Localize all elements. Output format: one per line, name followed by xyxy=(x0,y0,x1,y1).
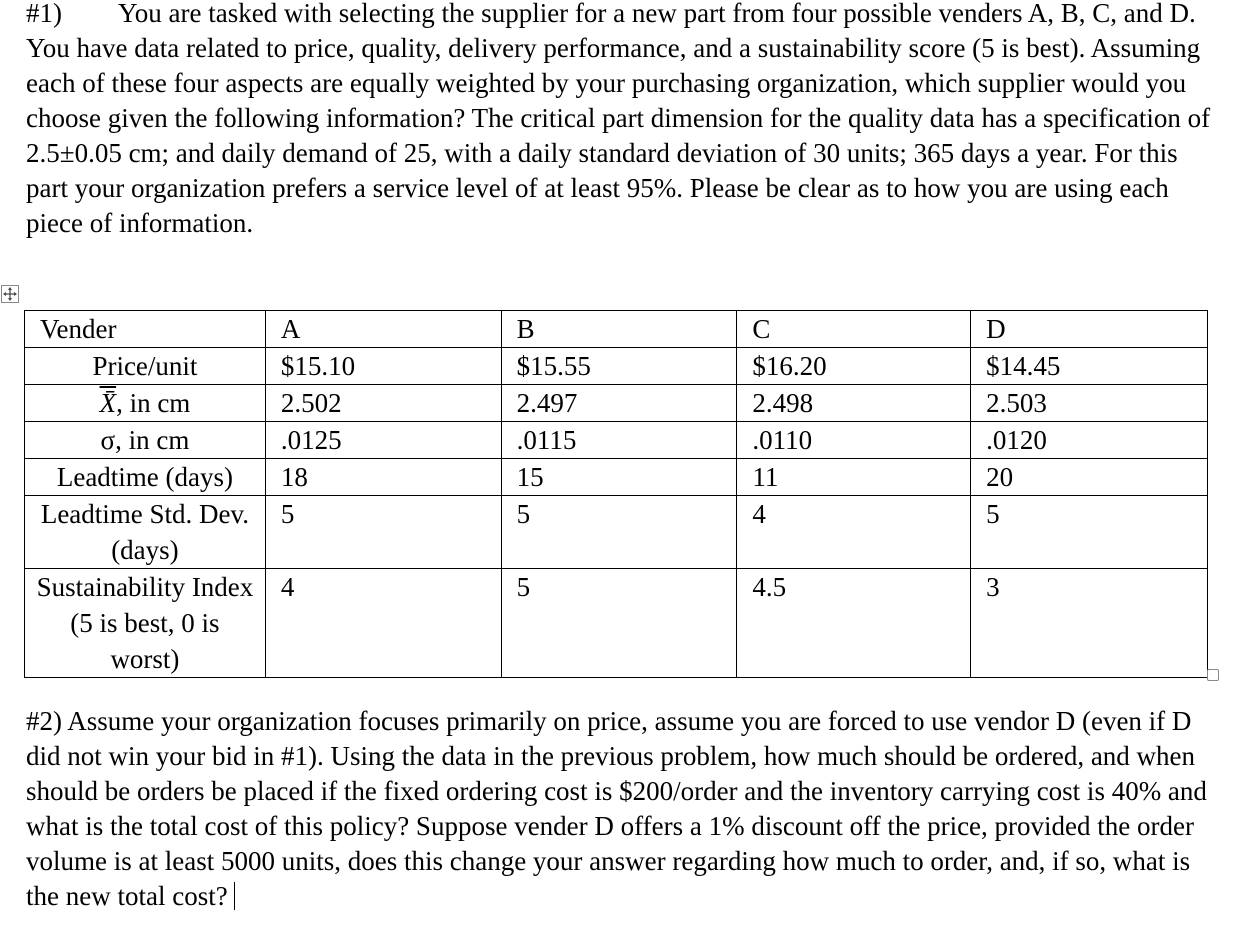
cell-leadtime-std-d: 5 xyxy=(971,496,1208,569)
cell-sigma-c: .0110 xyxy=(737,422,971,459)
cell-leadtime-b: 15 xyxy=(501,459,737,496)
cell-sustainability-a: 4 xyxy=(265,569,501,678)
row-label-sigma: σ, in cm xyxy=(25,422,266,459)
row-label-leadtime: Leadtime (days) xyxy=(25,459,266,496)
vendor-a-header: A xyxy=(265,311,501,348)
cell-leadtime-a: 18 xyxy=(265,459,501,496)
table-row-leadtime xyxy=(25,459,1208,496)
cell-leadtime-std-c: 4 xyxy=(737,496,971,569)
cell-leadtime-d: 20 xyxy=(971,459,1208,496)
move-icon xyxy=(2,286,18,302)
row-label-mean xyxy=(25,385,266,422)
table-header-row xyxy=(25,311,1208,348)
problem-1-paragraph xyxy=(26,0,1216,241)
vendor-c-header: C xyxy=(737,311,971,348)
problem-2-paragraph[interactable] xyxy=(26,704,1216,914)
table-row-leadtime-std xyxy=(25,496,1208,569)
cell-sustainability-b: 5 xyxy=(501,569,737,678)
cell-sigma-a: .0125 xyxy=(265,422,501,459)
cell-sigma-b: .0115 xyxy=(501,422,737,459)
cell-mean-a: 2.502 xyxy=(265,385,501,422)
vendor-table xyxy=(24,310,1208,678)
cell-leadtime-c: 11 xyxy=(737,459,971,496)
table-resize-handle[interactable] xyxy=(1207,669,1219,681)
cell-sigma-d: .0120 xyxy=(971,422,1208,459)
problem-2-text: #2) Assume your organization focuses primarily on price, assume you are forced to use vendor D (even if D did not win your bid in #1). Using the data in the previous problem, how much should be ordered, and when should be orders be placed if the fixed ordering cost is $200/order and the inventory carrying cost is 40% and what is the total cost of this policy? Suppose vender D offers a 1% discount off the price, provided the order volume is at least 5000 units, does this change your answer regarding how much to order, and, if so, what is the new total cost? xyxy=(26,706,1207,911)
cell-leadtime-std-b: 5 xyxy=(501,496,737,569)
cell-price-c: $16.20 xyxy=(737,348,971,385)
mean-label-text: , in cm xyxy=(116,388,191,418)
table-row-sigma xyxy=(25,422,1208,459)
problem-1-number: #1) xyxy=(26,0,62,28)
xbar-symbol: X̄ xyxy=(99,388,117,418)
header-label-cell: Vender xyxy=(25,311,266,348)
cell-mean-d: 2.503 xyxy=(971,385,1208,422)
table-move-handle[interactable] xyxy=(1,285,19,303)
row-label-sustainability: Sustainability Index (5 is best, 0 is worst) xyxy=(25,569,266,678)
table-row-mean xyxy=(25,385,1208,422)
problem-1-text: You are tasked with selecting the supplier for a new part from four possible venders A, B, C, and D. You have data related to price, quality, delivery performance, and a sustainability score (5 is best). Assuming each of these four aspects are equally weighted by your purchasing organization, which supplier would you choose given the following information? The critical part dimension for the quality data has a specification of 2.5±0.05 cm; and daily demand of 25, with a daily standard deviation of 30 units; 365 days a year. For this part your organization prefers a service level of at least 95%. Please be clear as to how you are using each piece of information. xyxy=(26,0,1211,238)
cell-leadtime-std-a: 5 xyxy=(265,496,501,569)
text-cursor xyxy=(234,882,236,910)
row-label-price: Price/unit xyxy=(25,348,266,385)
cell-sustainability-d: 3 xyxy=(971,569,1208,678)
cell-price-d: $14.45 xyxy=(971,348,1208,385)
vendor-d-header: D xyxy=(971,311,1208,348)
vendor-b-header: B xyxy=(501,311,737,348)
cell-sustainability-c: 4.5 xyxy=(737,569,971,678)
cell-mean-c: 2.498 xyxy=(737,385,971,422)
cell-price-a: $15.10 xyxy=(265,348,501,385)
cell-mean-b: 2.497 xyxy=(501,385,737,422)
table-row-sustainability xyxy=(25,569,1208,678)
table-row-price xyxy=(25,348,1208,385)
cell-price-b: $15.55 xyxy=(501,348,737,385)
row-label-leadtime-std: Leadtime Std. Dev. (days) xyxy=(25,496,266,569)
